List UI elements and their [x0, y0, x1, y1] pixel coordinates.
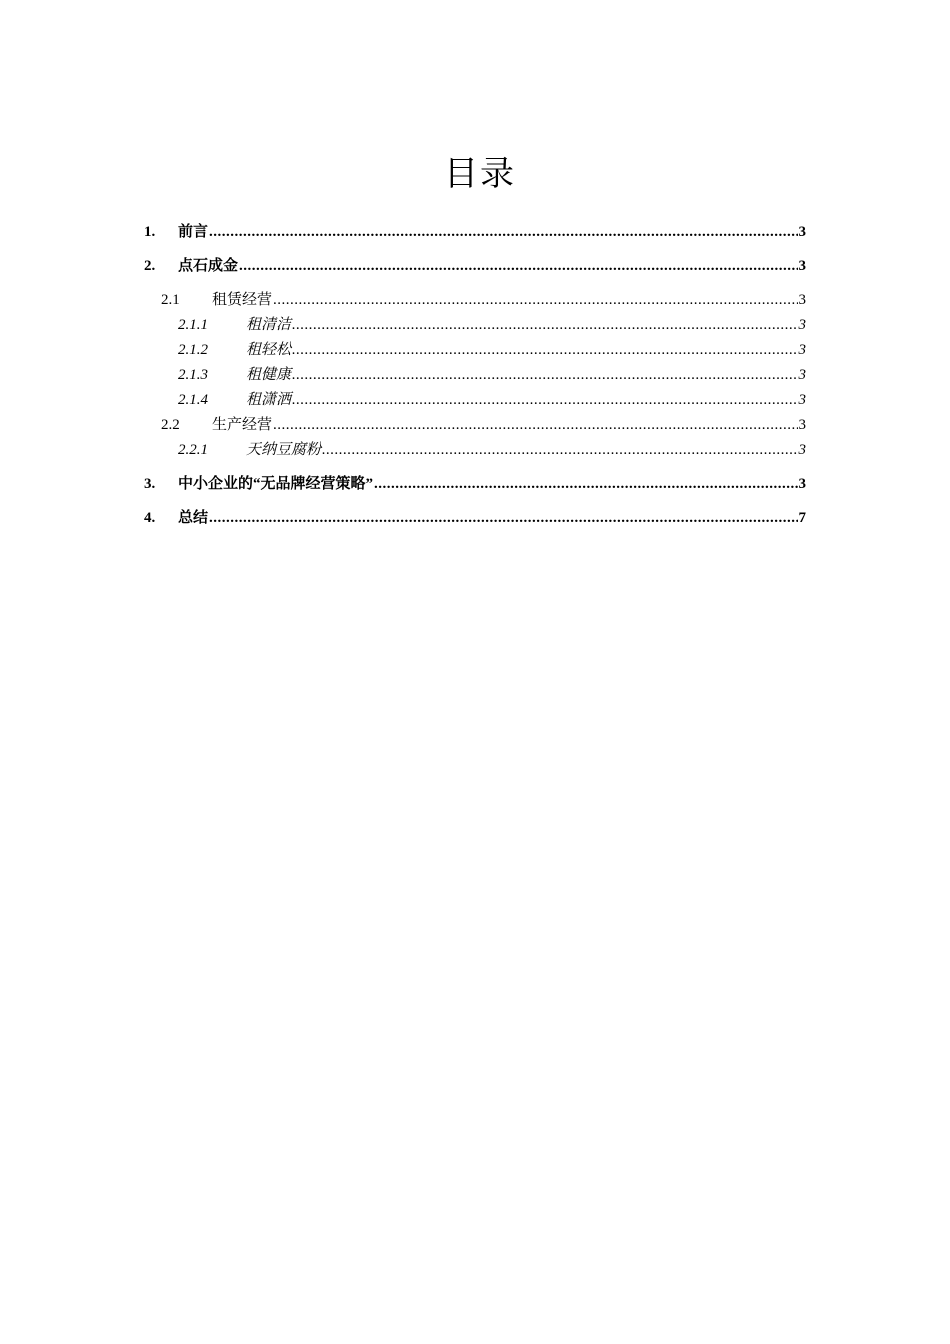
toc-entry-label: 生产经营 — [212, 417, 273, 433]
page-title: 目录 — [444, 153, 516, 194]
toc-entry-label: 前言 — [178, 224, 209, 240]
toc-entry-number: 2.1.4 — [178, 392, 208, 408]
toc-entry-number: 4. — [144, 510, 156, 526]
dot-leader — [374, 472, 797, 497]
dot-leader — [292, 388, 797, 413]
toc-entry-number: 2.1 — [161, 292, 180, 308]
toc-entry-label: 租清洁 — [246, 317, 292, 333]
toc-entry-label: 租轻松 — [246, 342, 292, 358]
toc-entry-page: 3 — [798, 292, 806, 308]
dot-leader — [322, 438, 797, 463]
toc-entry-page: 3 — [798, 342, 806, 358]
toc-entry-number: 2.1.3 — [178, 367, 208, 383]
dot-leader — [209, 220, 797, 245]
toc-entry-2-2-1[interactable] — [144, 438, 806, 463]
toc-entry-2-1-4[interactable] — [144, 388, 806, 413]
toc-entry-label: 租赁经营 — [212, 292, 273, 308]
table-of-contents — [144, 220, 806, 540]
dot-leader — [292, 313, 797, 338]
toc-entry-page: 3 — [798, 258, 806, 274]
toc-entry-number: 3. — [144, 476, 156, 492]
dot-leader — [209, 506, 797, 531]
toc-entry-label: 租潇洒 — [246, 392, 292, 408]
toc-entry-number: 2. — [144, 258, 156, 274]
toc-entry-2-1-3[interactable] — [144, 363, 806, 388]
toc-entry-page: 7 — [798, 510, 806, 526]
toc-entry-label: 天纳豆腐粉 — [246, 442, 322, 458]
toc-entry-number: 2.2.1 — [178, 442, 208, 458]
dot-leader — [273, 288, 797, 313]
toc-entry-page: 3 — [798, 476, 806, 492]
toc-entry-number: 2.2 — [161, 417, 180, 433]
toc-entry-number: 2.1.1 — [178, 317, 208, 333]
toc-entry-2-1-2[interactable] — [144, 338, 806, 363]
toc-entry-2-2[interactable] — [144, 413, 806, 438]
toc-entry-1[interactable] — [144, 220, 806, 245]
toc-entry-label: 点石成金 — [178, 258, 239, 274]
toc-entry-label: 总结 — [178, 510, 209, 526]
toc-entry-page: 3 — [798, 392, 806, 408]
dot-leader — [292, 363, 797, 388]
dot-leader — [273, 413, 797, 438]
toc-entry-label: 租健康 — [246, 367, 292, 383]
toc-entry-2-1[interactable] — [144, 288, 806, 313]
toc-entry-page: 3 — [798, 317, 806, 333]
toc-entry-label: 中小企业的“无品牌经营策略” — [178, 476, 374, 492]
toc-entry-page: 3 — [798, 367, 806, 383]
dot-leader — [292, 338, 797, 363]
toc-entry-3[interactable] — [144, 472, 806, 497]
toc-entry-4[interactable] — [144, 506, 806, 531]
toc-entry-number: 2.1.2 — [178, 342, 208, 358]
toc-entry-2-1-1[interactable] — [144, 313, 806, 338]
dot-leader — [239, 254, 797, 279]
toc-entry-page: 3 — [798, 417, 806, 433]
toc-entry-page: 3 — [798, 442, 806, 458]
toc-entry-number: 1. — [144, 224, 156, 240]
toc-entry-2[interactable] — [144, 254, 806, 279]
toc-entry-page: 3 — [798, 224, 806, 240]
